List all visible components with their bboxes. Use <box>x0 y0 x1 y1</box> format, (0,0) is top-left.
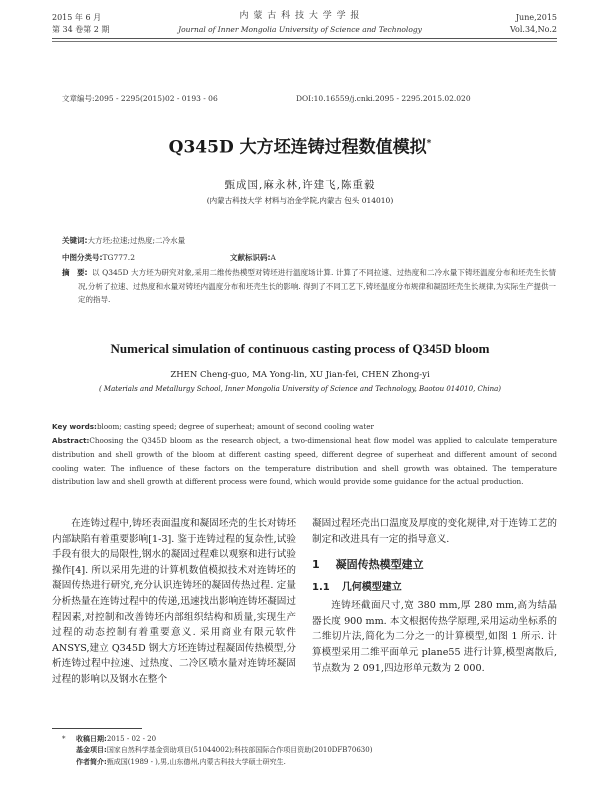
received-date: 2015 - 02 - 20 <box>106 735 157 743</box>
clc-label: 中图分类号: <box>62 253 103 262</box>
authors-cn: 甄成国,麻永林,许建飞,陈重毅 <box>224 179 376 191</box>
header-rule-thin <box>52 41 557 42</box>
header-volume-en: Vol.34,No.2 <box>510 25 557 34</box>
keywords-cn <box>62 234 185 247</box>
title-cn <box>0 132 600 160</box>
footnote-author <box>62 757 557 768</box>
fund-text: 国家自然科学基金资助项目(51044002);科技部国际合作项目资助(2010DFB70630) <box>106 746 373 755</box>
keywords-en-label: Key words: <box>52 422 97 431</box>
clc-value: TG777.2 <box>102 253 135 262</box>
intro-paragraph-continued: 凝固过程坯壳出口温度及厚度的变化规律,对于连铸工艺的制定和改进具有一定的指导意义. <box>312 518 557 545</box>
clc-number <box>62 251 135 264</box>
body-right-column <box>312 516 557 676</box>
header-date: 2015 年 6 月 <box>52 13 102 22</box>
footnote-rule <box>52 728 142 729</box>
abstract-en-label: Abstract: <box>52 436 90 445</box>
affiliation-cn: (内蒙古科技大学 材料与冶金学院,内蒙古 包头 014010) <box>206 196 394 205</box>
authors-en: ZHEN Cheng-guo, MA Yong-lin, XU Jian-fei, CHEN Zhong-yi <box>170 370 430 380</box>
title-cn-text: Q345D 大方坯连铸过程数值模拟 <box>168 137 427 158</box>
footnotes <box>62 734 557 768</box>
journal-name-en: Journal of Inner Mongolia University of Science and Technology <box>178 25 422 34</box>
title-footnote-mark: * <box>426 139 432 149</box>
intro-paragraph: 在连铸过程中,铸坯表面温度和凝固坯壳的生长对铸坯内部缺陷有着重要影响[1-3]. 鉴于连铸过程的复杂性,试验手段有很大的局限性,钢水的凝固过程难以观察和进行试验操作[4]. 所以采用先进的计算机数值模拟技术对连铸坯的凝固传热进行研究,充分认识连铸坯的凝固传热过程. 定量分析热量在连铸过程中的传递,迅速找出影响连铸坯凝固过程因素,对控制和改善铸坯内部组织结构和质量,实现生产过程的动态控制有着重要意义. 采用商业有限元软件 ANSYS,建立 Q345D 钢大方坯连铸过程凝固传热模型,分析连铸过程中拉速、过热度、二冷区喷水量对连铸坯凝固过程的影响以及钢水在整个 <box>52 518 296 685</box>
footnote-fund <box>62 745 557 756</box>
journal-name-cn: 内 蒙 古 科 技 大 学 学 报 <box>239 11 361 21</box>
author-bio-text: 甄成国(1989 - ),男,山东德州,内蒙古科技大学硕士研究生. <box>106 757 286 766</box>
header-volume: 第 34 卷第 2 期 <box>52 25 110 34</box>
doc-code-value: A <box>270 253 276 262</box>
keywords-en-text: bloom; casting speed; degree of superheat; amount of second cooling water <box>96 422 374 431</box>
body-left-column <box>52 516 296 688</box>
section-1-heading <box>312 556 557 573</box>
header-rule <box>52 38 557 39</box>
header-date-en: June,2015 <box>515 13 557 22</box>
subsection-1-1-heading <box>312 580 557 596</box>
doi: DOI:10.16559/j.cnki.2095 - 2295.2015.02.020 <box>296 94 471 103</box>
received-label: 收稿日期: <box>76 735 107 743</box>
section-1-title: 凝固传热模型建立 <box>335 558 424 572</box>
section-1-number: 1 <box>312 558 320 572</box>
fund-label: 基金项目: <box>76 746 107 755</box>
doc-code-label: 文献标识码: <box>230 253 271 262</box>
abstract-en-text: Choosing the Q345D bloom as the research object, a two-dimensional heat flow model was applied to calculate temperature distribution and shell growth of the bloom at different casting speed, different degree of superheat and different amount of second cooling water. The influence of these factors on the temperature distribution and shell growth was obtained. The temperature distribution law and shell growth at different process were found, which would provide some guidance for the actual production. <box>52 436 557 487</box>
geometry-paragraph: 连铸坯截面尺寸,宽 380 mm,厚 280 mm,高为结晶器长度 900 mm. 本文根据传热学原理,采用运动坐标系的二维切片法,简化为二分之一的计算模型,如图 1 所示. 计算模型采用二维平面单元 plane55 进行计算,模型离散后,节点数为 2 091,四边形单元数为 2 000. <box>312 600 557 674</box>
subsection-1-1-title: 几何模型建立 <box>341 582 402 594</box>
footnote-received: * 收稿日期:2015 - 02 - 20 <box>62 735 157 743</box>
doc-code <box>230 251 276 264</box>
keywords-cn-text: 大方坯;拉速;过热度;二冷水量 <box>87 236 186 245</box>
abstract-cn: 以 Q345D 大方坯为研究对象,采用二维传热模型对铸坯进行温度场计算. 计算了不同拉速、过热度和二冷水量下铸坯温度分布和坯壳生长情况,分析了拉速、过热度和水量对铸坯内温度分布和坯壳生长的影响. 得到了不同工艺下,铸坯温度分布规律和凝固坯壳生长规律,为实际生产提供一定的指导. <box>78 268 556 305</box>
abstract-en <box>52 434 557 489</box>
title-en: Numerical simulation of continuous casting process of Q345D bloom <box>110 341 490 356</box>
author-bio-label: 作者简介: <box>76 757 107 766</box>
article-number: 文章编号:2095 - 2295(2015)02 - 0193 - 06 <box>62 94 218 103</box>
abstract-cn-label: 摘 要: <box>62 268 88 277</box>
keywords-cn-label: 关键词: <box>62 236 88 245</box>
subsection-1-1-number: 1.1 <box>312 582 330 594</box>
affiliation-en: ( Materials and Metallurgy School, Inner Mongolia University of Science and Technology, Baotou 014010, China) <box>98 385 502 393</box>
keywords-en <box>52 420 374 433</box>
abstract-cn-label-box <box>62 266 88 280</box>
